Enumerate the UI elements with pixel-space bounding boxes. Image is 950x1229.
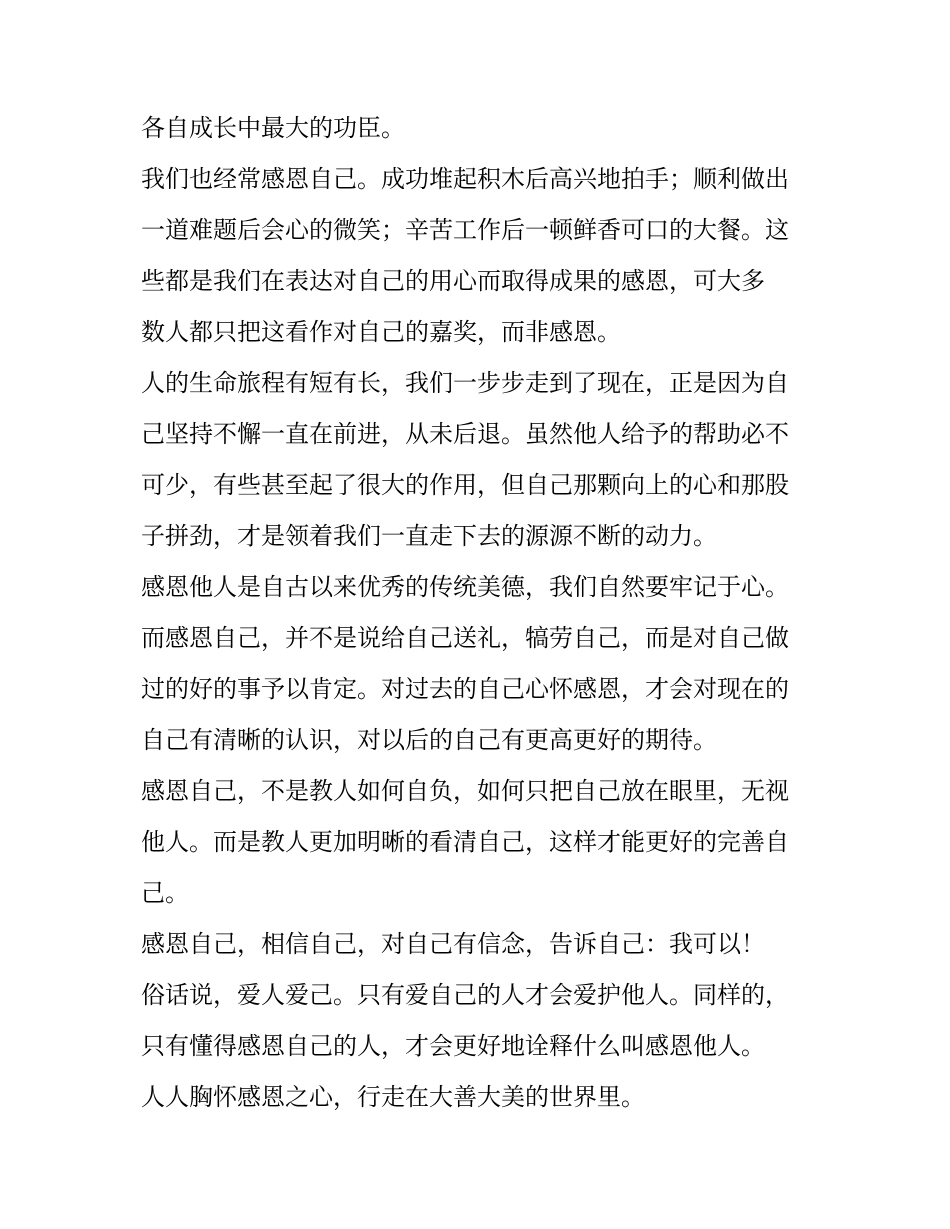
text-line: 而感恩自己，并不是说给自己送礼，犒劳自己，而是对自己做 — [141, 624, 789, 652]
text-line: 感恩自己，相信自己，对自己有信念，告诉自己：我可以！ — [141, 930, 765, 958]
text-line: 各自成长中最大的功臣。 — [141, 114, 405, 142]
text-line: 人人胸怀感恩之心，行走在大善大美的世界里。 — [141, 1083, 645, 1111]
text-line: 只有懂得感恩自己的人，才会更好地诠释什么叫感恩他人。 — [141, 1032, 765, 1060]
text-line: 自己有清晰的认识，对以后的自己有更高更好的期待。 — [141, 726, 717, 754]
text-line: 过的好的事予以肯定。对过去的自己心怀感恩，才会对现在的 — [141, 675, 789, 703]
text-line: 些都是我们在表达对自己的用心而取得成果的感恩，可大多 — [141, 267, 765, 295]
text-line: 俗话说，爱人爱己。只有爱自己的人才会爱护他人。同样的， — [141, 981, 789, 1009]
text-line: 数人都只把这看作对自己的嘉奖，而非感恩。 — [141, 318, 621, 346]
text-line: 感恩自己，不是教人如何自负，如何只把自己放在眼里，无视 — [141, 777, 789, 805]
text-line: 可少，有些甚至起了很大的作用，但自己那颗向上的心和那股 — [141, 471, 789, 499]
text-line: 他人。而是教人更加明晰的看清自己，这样才能更好的完善自 — [141, 828, 789, 856]
text-line: 一道难题后会心的微笑；辛苦工作后一顿鲜香可口的大餐。这 — [141, 216, 789, 244]
text-line: 己。 — [141, 879, 189, 907]
text-line: 人的生命旅程有短有长，我们一步步走到了现在，正是因为自 — [141, 369, 789, 397]
document-body — [141, 103, 821, 1123]
text-line: 己坚持不懈一直在前进，从未后退。虽然他人给予的帮助必不 — [141, 420, 789, 448]
text-line: 感恩他人是自古以来优秀的传统美德，我们自然要牢记于心。 — [141, 573, 789, 601]
text-line: 我们也经常感恩自己。成功堆起积木后高兴地拍手；顺利做出 — [141, 165, 789, 193]
text-line: 子拼劲，才是领着我们一直走下去的源源不断的动力。 — [141, 522, 717, 550]
